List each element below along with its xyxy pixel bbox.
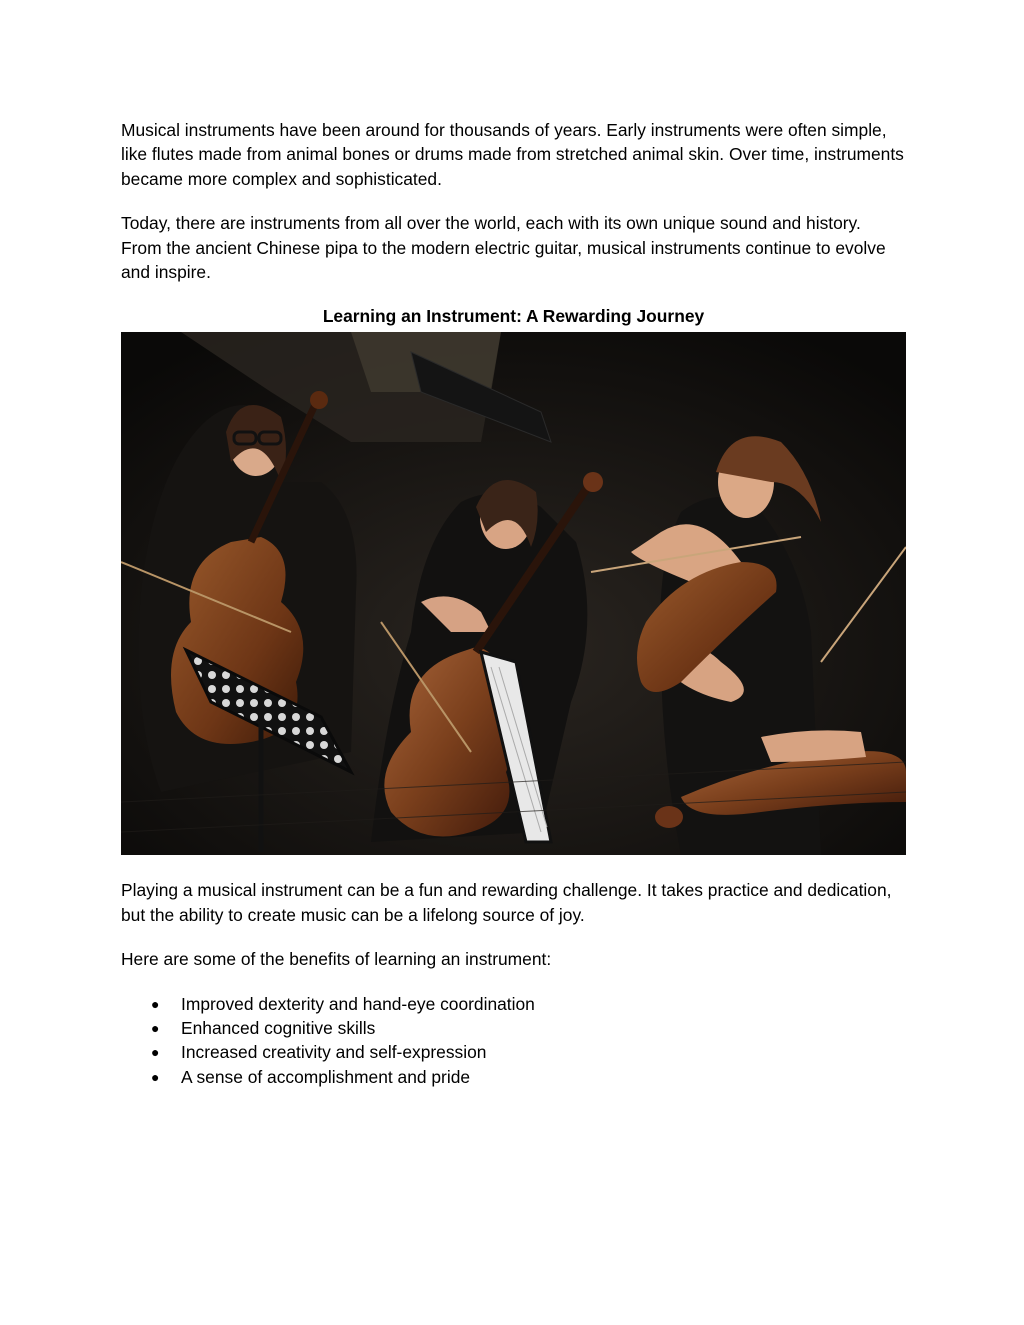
list-item [121, 1065, 906, 1089]
list-item-text: Improved dexterity and hand-eye coordination [181, 993, 535, 1014]
list-item [121, 1016, 906, 1040]
bullet-icon: ● [151, 1068, 160, 1085]
orchestra-photo [121, 332, 906, 855]
section-heading: Learning an Instrument: A Rewarding Journey [322, 306, 705, 327]
list-item-text: A sense of accomplishment and pride [181, 1066, 471, 1087]
list-item [121, 1040, 906, 1064]
list-item [121, 992, 906, 1016]
bullet-icon: ● [151, 995, 160, 1012]
list-item-text: Increased creativity and self-expression [181, 1042, 487, 1063]
document-page [121, 118, 906, 1089]
paragraph-benefits-intro: Here are some of the benefits of learning an instrument: [121, 949, 552, 970]
bullet-icon: ● [151, 1020, 160, 1037]
paragraph-today: Today, there are instruments from all over the world, each with its own unique sound and history. From the ancient Chinese pipa to the modern electric guitar, musical instruments continue to evolve and inspire. [121, 213, 886, 283]
list-item-text: Enhanced cognitive skills [181, 1018, 376, 1039]
bullet-icon: ● [151, 1044, 160, 1061]
paragraph-history: Musical instruments have been around for thousands of years. Early instruments were often simple, like flutes made from animal bones or drums made from stretched animal skin. Over time, instruments became more complex and sophisticated. [121, 120, 904, 189]
benefits-list [121, 992, 906, 1090]
paragraph-playing: Playing a musical instrument can be a fun and rewarding challenge. It takes practice and dedication, but the ability to create music can be a lifelong source of joy. [121, 880, 892, 925]
